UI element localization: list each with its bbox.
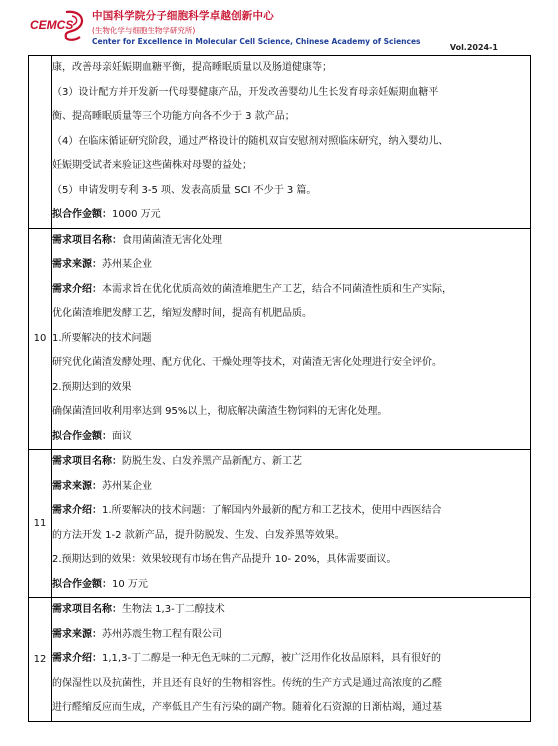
- field-text: 1,1,3-丁二醇是一种无色无味的二元醇，被广泛用作化妆品原料，具有很好的: [102, 653, 442, 664]
- field-label: 拟合作金额：: [52, 578, 112, 590]
- content-line: [52, 327, 530, 352]
- field-text: 2.预期达到的效果: [52, 381, 132, 393]
- field-label: 需求项目名称：: [52, 456, 122, 467]
- content-line: [52, 302, 530, 327]
- content-line: [52, 376, 530, 401]
- field-text: （5）申请发明专利 3-5 项、发表高质量 SCI 不少于 3 篇。: [52, 184, 317, 196]
- field-text: 苏州某企业: [102, 480, 152, 492]
- field-text: 优化菌渣堆肥发酵工艺，缩短发酵时间，提高有机肥品质。: [52, 308, 312, 319]
- content-line: [52, 623, 530, 648]
- content-line: [52, 154, 530, 179]
- content-line: [52, 475, 530, 500]
- org-block: [92, 8, 421, 46]
- content-line: [52, 524, 530, 549]
- content-line: [52, 450, 530, 475]
- row-number: [29, 56, 52, 229]
- field-label: 需求介绍：: [52, 653, 102, 664]
- field-text: 康，改善母亲妊娠期血糖平衡，提高睡眠质量以及肠道健康等；: [52, 62, 332, 73]
- field-text: 苏州苏震生物工程有限公司: [102, 628, 222, 640]
- field-text: 研究优化菌渣发酵处理、配方优化、干燥处理等技术，对菌渣无害化处理进行安全评价。: [52, 357, 442, 368]
- volume-label: Vol.2024-1: [449, 43, 498, 52]
- field-label: 需求项目名称：: [52, 604, 122, 615]
- org-name-en: Center for Excellence in Molecular Cell Science, Chinese Academy of Sciences: [92, 37, 421, 46]
- content-line: [52, 573, 530, 598]
- field-label: 需求介绍：: [52, 283, 102, 295]
- content-line: [52, 400, 530, 425]
- org-subtitle: (生物化学与细胞生物学研究所): [92, 26, 196, 35]
- logo-text: CEMCS: [30, 18, 74, 32]
- table-row: [29, 228, 531, 450]
- field-text: 确保菌渣回收利用率达到 95%以上，彻底解决菌渣生物饲料的无害化处理。: [52, 406, 388, 417]
- row-number: 10: [29, 228, 52, 450]
- content-line: [52, 278, 530, 303]
- content-line: [52, 647, 530, 672]
- content-line: [52, 425, 530, 450]
- field-text: 防脱生发、白发养黑产品新配方、新工艺: [122, 456, 302, 467]
- field-text: 1000 万元: [112, 209, 161, 220]
- field-text: 苏州某企业: [102, 259, 152, 270]
- field-text: （3）设计配方并开发新一代母婴健康产品，开发改善婴幼儿生长发育母亲妊娠期血糖平: [52, 86, 439, 98]
- field-text: 本需求旨在优化优质高效的菌渣堆肥生产工艺，结合不同菌渣性质和生产实际，: [102, 283, 452, 295]
- content-line: [52, 253, 530, 278]
- row-content: [52, 228, 531, 450]
- table-row: [29, 450, 531, 598]
- field-label: 需求介绍：: [52, 505, 102, 516]
- field-text: 面议: [112, 430, 132, 442]
- field-text: 食用菌菌渣无害化处理: [122, 234, 222, 246]
- cemcs-logo: [28, 8, 88, 42]
- field-text: 1.所要解决的技术问题：了解国内外最新的配方和工艺技术，使用中西医结合: [102, 505, 442, 516]
- row-content: [52, 450, 531, 598]
- field-label: 需求来源：: [52, 628, 102, 640]
- requirements-table: [28, 55, 531, 722]
- field-text: 的方法开发 1-2 款新产品，提升防脱发、生发、白发养黑等效果。: [52, 529, 345, 541]
- content-line: [52, 179, 530, 204]
- field-label: 拟合作金额：: [52, 209, 112, 220]
- field-text: 生物法 1,3-丁二醇技术: [122, 604, 225, 615]
- content-line: [52, 351, 530, 376]
- field-text: （4）在临床循证研究阶段，通过严格设计的随机双盲安慰剂对照临床研究，纳入婴幼儿、: [52, 135, 449, 147]
- field-text: 妊娠期受试者来验证这些菌株对母婴的益处；: [52, 160, 252, 171]
- org-name-cn: 中国科学院分子细胞科学卓越创新中心: [92, 10, 274, 22]
- field-text: 衡、提高睡眠质量等三个功能方向各不少于 3 款产品；: [52, 111, 295, 122]
- content-line: [52, 696, 530, 721]
- content-line: [52, 105, 530, 130]
- content-line: [52, 499, 530, 524]
- field-label: 需求来源：: [52, 480, 102, 492]
- field-text: 2.预期达到的效果：效果较现有市场在售产品提升 10- 20%，具体需要面议。: [52, 554, 397, 565]
- field-text: 10 万元: [112, 578, 148, 590]
- field-text: 的保湿性以及抗菌性，并且还有良好的生物相容性。传统的生产方式是通过高浓度的乙醛: [52, 677, 442, 689]
- field-label: 需求项目名称：: [52, 234, 122, 246]
- table-row: [29, 56, 531, 229]
- page-header: [0, 0, 558, 58]
- content-line: [52, 672, 530, 697]
- content-line: [52, 229, 530, 254]
- content-line: [52, 81, 530, 106]
- field-text: 进行醛缩反应而生成，产率低且产生有污染的副产物。随着化石资源的日渐枯竭，通过基: [52, 702, 442, 713]
- row-number: 12: [29, 598, 52, 722]
- table-row: [29, 598, 531, 722]
- field-text: 1.所要解决的技术问题: [52, 332, 152, 344]
- row-content: [52, 56, 531, 229]
- field-label: 需求来源：: [52, 259, 102, 270]
- row-content: [52, 598, 531, 722]
- content-line: [52, 130, 530, 155]
- row-number: 11: [29, 450, 52, 598]
- content-line: [52, 56, 530, 81]
- content-line: [52, 203, 530, 228]
- content-line: [52, 598, 530, 623]
- content-line: [52, 548, 530, 573]
- field-label: 拟合作金额：: [52, 430, 112, 442]
